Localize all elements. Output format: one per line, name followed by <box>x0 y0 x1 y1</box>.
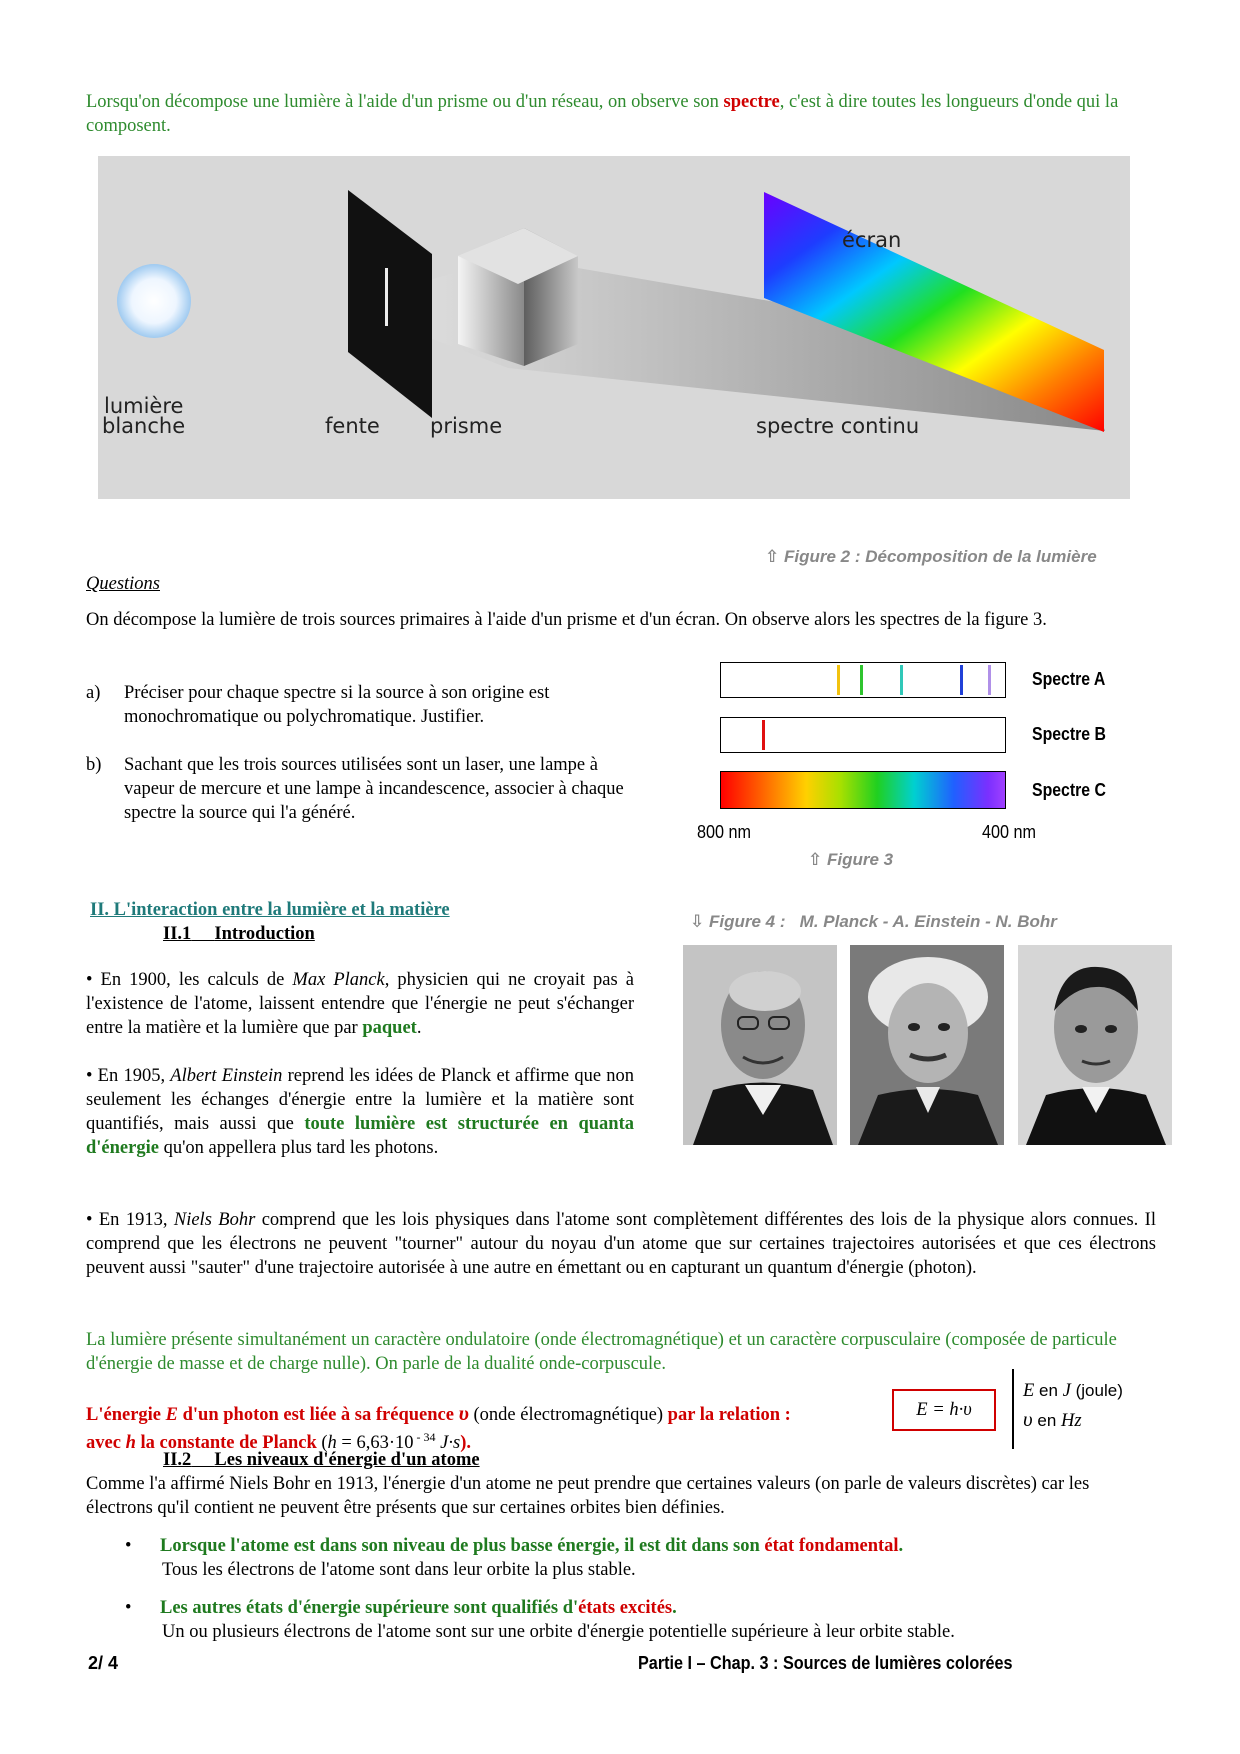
label-spectrum-c: Spectre C <box>1032 780 1106 800</box>
energy-text-7: ( <box>316 1433 328 1454</box>
bullet-2-keyword: états excités <box>578 1598 673 1618</box>
label-prism: prisme <box>430 414 503 438</box>
portrait-einstein <box>850 945 1004 1145</box>
planck-constant-exponent: - 34 <box>413 1430 436 1444</box>
planck-text-3: . <box>416 1018 422 1038</box>
up-arrow-icon: ⇧ <box>765 547 780 566</box>
energy-text-8: ). <box>460 1433 471 1454</box>
section-2-2-text: Comme l'a affirmé Niels Bohr en 1913, l'énergie d'un atome ne peut prendre que certaines valeurs (on parle de valeurs discrètes) car les électrons qu'il contient ne peuvent être présents que sur certaines orbites bien définies. <box>86 1474 1090 1518</box>
spectrum-a-line <box>860 665 863 695</box>
einstein-text-3: qu'on appellera plus tard les photons. <box>158 1138 439 1158</box>
up-arrow-icon: ⇧ <box>808 850 823 869</box>
unit-frequency-var: υ <box>1023 1407 1033 1431</box>
figure-4-caption-text: Figure 4 : M. Planck - A. Einstein - N. Bohr <box>708 912 1057 931</box>
bullet-2-text: Les autres états d'énergie supérieure sont qualifiés d' <box>160 1598 579 1618</box>
unit-energy-var: E <box>1023 1381 1035 1401</box>
unit-energy-unit: J <box>1062 1381 1071 1401</box>
label-screen: écran <box>842 228 902 252</box>
bullet-icon: • <box>125 1598 132 1618</box>
bullet-1-subtext: Tous les électrons de l'atome sont dans leur orbite la plus stable. <box>162 1560 636 1580</box>
question-a-text: Préciser pour chaque spectre si la source à son origine est monochromatique ou polychromatique. Justifier. <box>124 683 550 727</box>
bullet-2-end: . <box>672 1598 677 1618</box>
energy-var-h: h <box>125 1433 136 1454</box>
planck-keyword: paquet <box>362 1018 417 1038</box>
energy-formula-box: E = h·υ <box>892 1389 996 1431</box>
planck-constant-value: = 6,63·10 <box>336 1433 414 1454</box>
figure-2-caption-text: Figure 2 : Décomposition de la lumière <box>783 547 1097 566</box>
section-2-2-heading <box>163 1448 480 1472</box>
section-2-1-heading <box>163 922 315 946</box>
intro-keyword: spectre <box>723 92 780 112</box>
label-white-light-2: blanche <box>102 414 186 438</box>
spectrum-b-line <box>762 720 765 750</box>
spectrum-a-line <box>900 665 903 695</box>
bullet-1-text: Lorsque l'atome est dans son niveau de plus basse énergie, il est dit dans son <box>160 1536 765 1556</box>
label-continuous-spectrum: spectre continu <box>756 414 920 438</box>
einstein-name: Albert Einstein <box>170 1066 283 1086</box>
question-b-text: Sachant que les trois sources utilisées sont un laser, une lampe à vapeur de mercure et une lampe à incandescence, associer à chaque spectre la source qui l'a généré. <box>124 755 624 823</box>
spectrum-b <box>720 717 1006 753</box>
figure-2-prism-diagram <box>98 156 1130 499</box>
bullet-1 <box>160 1534 1160 1558</box>
energy-text-5: avec <box>86 1433 126 1454</box>
question-b-label: b) <box>86 755 102 775</box>
unit-frequency <box>1023 1407 1082 1433</box>
bullet-2-subtext: Un ou plusieurs électrons de l'atome sont sur une orbite d'énergie potentielle supérieure à leur orbite stable. <box>162 1622 955 1642</box>
planck-text-2: , physicien qui ne croyait pas à l'existence de l'atome, laissent entendre que l'énergie ne peut s'échanger entre la matière et la lumière que par <box>86 970 634 1038</box>
unit-frequency-text: en <box>1032 1411 1061 1430</box>
figure-4-caption <box>690 910 1057 934</box>
questions-title: Questions <box>86 574 160 594</box>
bullet-2 <box>160 1596 1160 1620</box>
bohr-name: Niels Bohr <box>173 1210 256 1230</box>
planck-paragraph <box>86 968 634 1040</box>
label-slit: fente <box>325 414 380 438</box>
bullet-1-end: . <box>898 1536 904 1556</box>
figure-3-caption-text: Figure 3 <box>826 850 894 869</box>
bohr-text-2: comprend que les lois physiques dans l'atome sont complètement différentes des lois de la physique alors connues. Il comprend que les électrons ne peuvent "tourner" autour du noyau d'un atome que sur certaines trajectoires autorisées et que ces électrons peuvent aussi "sauter" d'une trajectoire autorisée à une autre en émettant ou en capturant un quantum d'énergie (photon). <box>86 1210 1156 1278</box>
einstein-paragraph <box>86 1064 634 1160</box>
page-number: 2/ 4 <box>88 1653 119 1673</box>
section-2-2-title: Les niveaux d'énergie d'un atome <box>214 1450 480 1470</box>
einstein-keyword: toute lumière est structurée en quanta d'énergie <box>86 1114 635 1158</box>
spectrum-a <box>720 662 1006 698</box>
question-a-label: a) <box>86 683 101 703</box>
einstein-text-1: • En 1905, <box>86 1066 171 1086</box>
energy-line-1 <box>86 1401 886 1427</box>
einstein-text-2: reprend les idées de Planck et affirme que non seulement les échanges d'énergie entre la lumière et la matière sont quantifiés, mais aussi que <box>86 1066 635 1134</box>
planck-constant-units: J·s <box>440 1433 461 1454</box>
figure-2-caption <box>765 545 1097 569</box>
label-white-light-1: lumière <box>104 394 184 418</box>
questions-intro: On décompose la lumière de trois sources primaires à l'aide d'un prisme et d'un écran. On observe alors les spectres de la figure 3. <box>86 610 1047 630</box>
energy-text-6: la constante de Planck <box>135 1433 317 1454</box>
duality-paragraph: La lumière présente simultanément un caractère ondulatoire (onde électromagnétique) et un caractère corpusculaire (composée de particule d'énergie de masse et de charge nulle). On parle de la dualité onde-corpuscule. <box>86 1330 1117 1374</box>
slit-opening <box>385 268 388 326</box>
down-arrow-icon: ⇩ <box>690 912 705 931</box>
bohr-paragraph <box>86 1208 1156 1280</box>
planck-constant-symbol: h <box>327 1433 337 1454</box>
label-spectrum-a: Spectre A <box>1032 669 1106 689</box>
figure-3-caption <box>808 848 893 872</box>
section-2-title: II. L'interaction entre la lumière et la matière <box>90 900 450 920</box>
planck-text-1: • En 1900, les calculs de <box>86 970 293 990</box>
section-2-1-number: II.1 <box>163 924 192 944</box>
intro-text: Lorsqu'on décompose une lumière à l'aide d'un prisme ou d'un réseau, on observe son <box>86 92 724 112</box>
spectrum-c <box>720 771 1006 809</box>
wavelength-400: 400 nm <box>982 822 1037 842</box>
intro-paragraph <box>86 90 1156 138</box>
energy-text-1: L'énergie <box>86 1405 166 1425</box>
portrait-bohr <box>1018 945 1172 1145</box>
energy-text-3: (onde électromagnétique) <box>468 1405 664 1425</box>
energy-text-2: d'un photon est liée à sa fréquence <box>177 1405 459 1425</box>
units-divider <box>1012 1369 1014 1449</box>
footer-chapter: Partie I – Chap. 3 : Sources de lumières colorées <box>638 1653 1013 1673</box>
spectrum-a-line <box>988 665 991 695</box>
energy-var-e: E <box>165 1405 178 1425</box>
unit-energy-text: en <box>1034 1381 1063 1400</box>
white-light-source <box>117 264 191 338</box>
spectrum-a-line <box>960 665 963 695</box>
planck-name: Max Planck <box>292 970 385 990</box>
section-2-1-title: Introduction <box>214 924 315 944</box>
bullet-icon: • <box>125 1536 132 1556</box>
energy-text-4: par la relation : <box>663 1405 791 1425</box>
intro-text-end: , c'est à dire toutes les longueurs d'onde qui la composent. <box>86 92 1119 136</box>
unit-frequency-unit: Hz <box>1061 1411 1082 1431</box>
unit-energy <box>1023 1379 1123 1403</box>
spectrum-a-line <box>837 665 840 695</box>
label-spectrum-b: Spectre B <box>1032 724 1106 744</box>
portrait-planck <box>683 945 837 1145</box>
bullet-1-keyword: état fondamental <box>764 1536 899 1556</box>
energy-var-nu: υ <box>458 1401 469 1425</box>
wavelength-800: 800 nm <box>697 822 752 842</box>
bohr-text-1: • En 1913, <box>86 1210 174 1230</box>
section-2-2-number: II.2 <box>163 1450 192 1470</box>
unit-energy-name: (joule) <box>1070 1381 1123 1400</box>
